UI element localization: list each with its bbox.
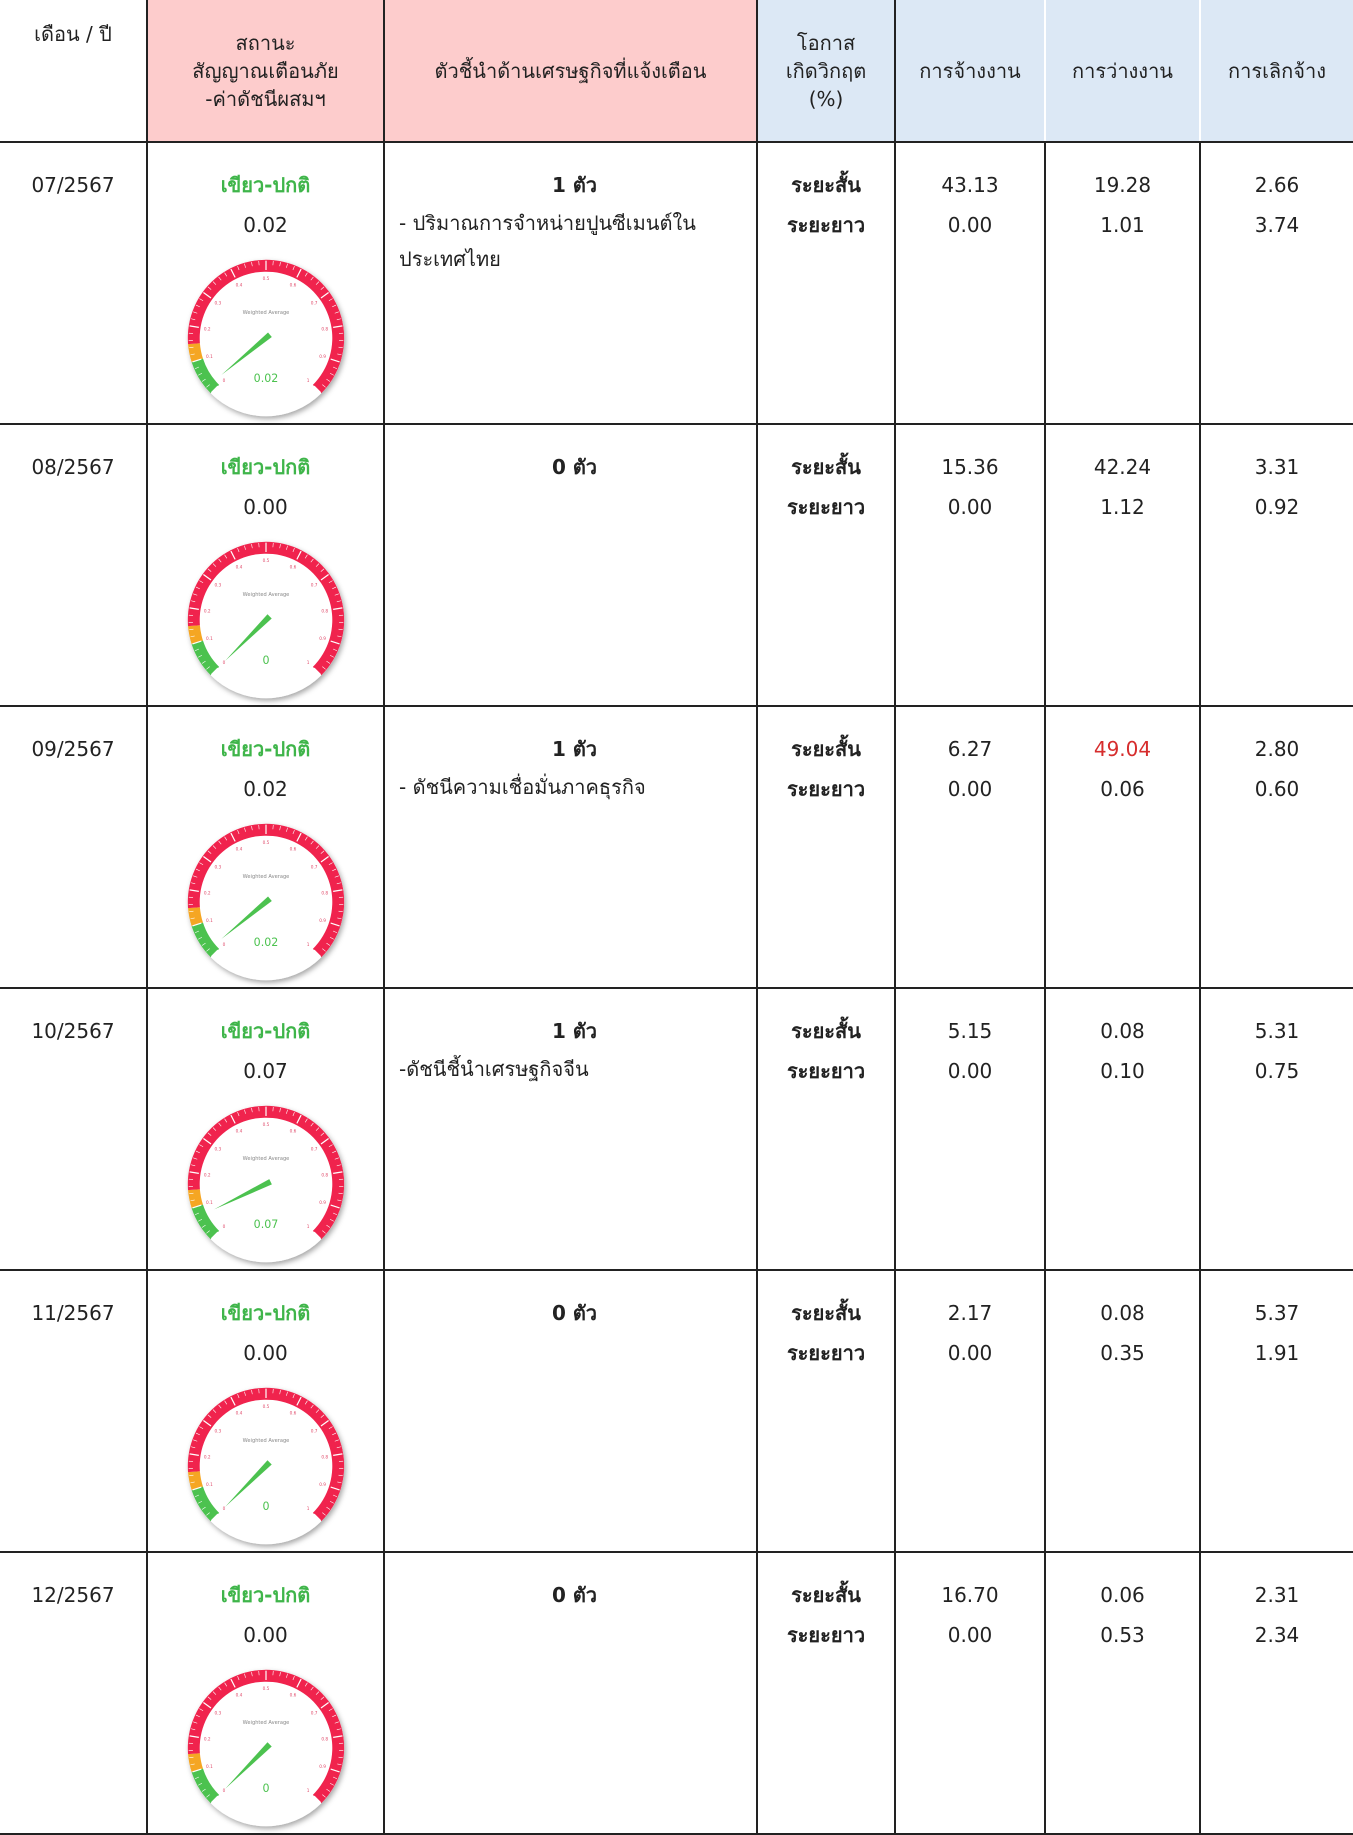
indicator-count: 1 ตัว xyxy=(399,1011,750,1051)
employment-cell xyxy=(895,1270,1045,1552)
gauge-tick-label: 1 xyxy=(306,1506,309,1512)
layoff-short: 3.31 xyxy=(1207,447,1347,487)
indicator-item: - ปริมาณการจำหน่ายปูนซีเมนต์ใน xyxy=(399,205,750,241)
employment-long: 0.00 xyxy=(902,1051,1038,1091)
period-cell xyxy=(757,706,895,988)
gauge-tick-label: 0.2 xyxy=(203,608,210,614)
indicators-cell xyxy=(384,142,757,424)
gauge-tick-label: 0.6 xyxy=(289,565,296,571)
gauge-tick-label: 0.4 xyxy=(235,1411,242,1417)
unemployment-long: 0.10 xyxy=(1052,1051,1193,1091)
status-cell xyxy=(147,988,384,1270)
gauge-tick-label: 0 xyxy=(222,942,225,948)
gauge-tick-label: 0.8 xyxy=(321,890,328,896)
header-employment: การจ้างงาน xyxy=(895,0,1045,142)
indicators-cell xyxy=(384,706,757,988)
period-long: ระยะยาว xyxy=(764,1615,888,1655)
gauge-chart xyxy=(181,535,351,705)
employment-long: 0.00 xyxy=(902,487,1038,527)
index-value: 0.00 xyxy=(154,1333,377,1373)
gauge-tick-label: 0.1 xyxy=(206,1482,213,1488)
period-cell xyxy=(757,1270,895,1552)
gauge-tick-label: 0.1 xyxy=(206,918,213,924)
gauge-tick-label: 0.2 xyxy=(203,326,210,332)
employment-long: 0.00 xyxy=(902,1333,1038,1373)
status-cell xyxy=(147,142,384,424)
gauge-tick-label: 0 xyxy=(222,1788,225,1794)
layoff-cell xyxy=(1200,424,1353,706)
header-status-line: สถานะ xyxy=(154,29,377,57)
period-short: ระยะสั้น xyxy=(764,1011,888,1051)
gauge-title: Weighted Average xyxy=(242,592,289,598)
unemployment-long: 1.12 xyxy=(1052,487,1193,527)
period-short: ระยะสั้น xyxy=(764,165,888,205)
gauge-tick-label: 0.8 xyxy=(321,1454,328,1460)
gauge-tick-label: 0.7 xyxy=(310,1429,317,1435)
unemployment-short: 49.04 xyxy=(1052,729,1193,769)
date-cell: 07/2567 xyxy=(0,142,147,424)
gauge-tick-label: 0.3 xyxy=(214,1711,221,1717)
gauge-tick-label: 1 xyxy=(306,378,309,384)
period-short: ระยะสั้น xyxy=(764,729,888,769)
gauge-tick-label: 0.7 xyxy=(310,865,317,871)
gauge-tick-label: 0.6 xyxy=(289,283,296,289)
indicators-cell xyxy=(384,988,757,1270)
header-layoff: การเลิกจ้าง xyxy=(1200,0,1353,142)
indicators-cell xyxy=(384,1552,757,1834)
gauge-tick-label: 0.5 xyxy=(262,558,269,564)
indicator-count: 0 ตัว xyxy=(399,1575,750,1615)
gauge-tick-label: 0.3 xyxy=(214,1147,221,1153)
unemployment-short: 0.06 xyxy=(1052,1575,1193,1615)
index-value: 0.02 xyxy=(154,205,377,245)
status-cell xyxy=(147,1270,384,1552)
gauge-tick-label: 0.6 xyxy=(289,847,296,853)
status-label: เขียว-ปกติ xyxy=(154,1575,377,1615)
gauge-tick-label: 0.3 xyxy=(214,301,221,307)
header-unemployment: การว่างงาน xyxy=(1045,0,1200,142)
index-value: 0.00 xyxy=(154,487,377,527)
gauge-tick-label: 0.6 xyxy=(289,1129,296,1135)
gauge-tick-label: 0.7 xyxy=(310,583,317,589)
period-long: ระยะยาว xyxy=(764,205,888,245)
gauge-tick-label: 1 xyxy=(306,1788,309,1794)
gauge-tick-label: 0.1 xyxy=(206,1200,213,1206)
employment-long: 0.00 xyxy=(902,769,1038,809)
gauge-tick-label: 0.9 xyxy=(319,354,326,360)
gauge-tick-label: 0 xyxy=(222,1224,225,1230)
employment-short: 16.70 xyxy=(902,1575,1038,1615)
period-cell xyxy=(757,1552,895,1834)
header-probability xyxy=(757,0,895,142)
gauge-tick-label: 1 xyxy=(306,660,309,666)
gauge-tick-label: 0.2 xyxy=(203,1736,210,1742)
gauge-tick-label: 0.9 xyxy=(319,1482,326,1488)
indicator-item: ประเทศไทย xyxy=(399,241,750,277)
period-cell xyxy=(757,142,895,424)
gauge-tick-label: 0 xyxy=(222,378,225,384)
employment-short: 15.36 xyxy=(902,447,1038,487)
gauge-tick-label: 1 xyxy=(306,1224,309,1230)
layoff-cell xyxy=(1200,706,1353,988)
employment-short: 2.17 xyxy=(902,1293,1038,1333)
layoff-long: 0.60 xyxy=(1207,769,1347,809)
index-value: 0.07 xyxy=(154,1051,377,1091)
period-short: ระยะสั้น xyxy=(764,1575,888,1615)
gauge-chart xyxy=(181,253,351,423)
indicator-count: 1 ตัว xyxy=(399,165,750,205)
header-probability-line: เกิดวิกฤต xyxy=(764,57,888,85)
employment-short: 43.13 xyxy=(902,165,1038,205)
layoff-short: 5.37 xyxy=(1207,1293,1347,1333)
table-row xyxy=(0,988,1353,1270)
gauge-chart xyxy=(181,817,351,987)
gauge-tick-label: 0.5 xyxy=(262,276,269,282)
unemployment-cell xyxy=(1045,1552,1200,1834)
header-status xyxy=(147,0,384,142)
layoff-long: 1.91 xyxy=(1207,1333,1347,1373)
gauge-tick-label: 0.5 xyxy=(262,1686,269,1692)
period-short: ระยะสั้น xyxy=(764,1293,888,1333)
index-value: 0.02 xyxy=(154,769,377,809)
layoff-short: 2.31 xyxy=(1207,1575,1347,1615)
index-value: 0.00 xyxy=(154,1615,377,1655)
period-long: ระยะยาว xyxy=(764,487,888,527)
layoff-cell xyxy=(1200,1552,1353,1834)
gauge-tick-label: 0.4 xyxy=(235,1693,242,1699)
status-label: เขียว-ปกติ xyxy=(154,165,377,205)
unemployment-short: 19.28 xyxy=(1052,165,1193,205)
gauge-tick-label: 0.7 xyxy=(310,1711,317,1717)
gauge-tick-label: 0.2 xyxy=(203,1172,210,1178)
indicators-cell xyxy=(384,424,757,706)
gauge-value-label: 0.07 xyxy=(253,1218,278,1231)
layoff-cell xyxy=(1200,988,1353,1270)
gauge-chart xyxy=(181,1381,351,1551)
gauge-title: Weighted Average xyxy=(242,1720,289,1726)
gauge-tick-label: 0 xyxy=(222,660,225,666)
indicator-count: 0 ตัว xyxy=(399,1293,750,1333)
employment-cell xyxy=(895,142,1045,424)
gauge-chart xyxy=(181,1099,351,1269)
gauge-tick-label: 0.7 xyxy=(310,301,317,307)
gauge-title: Weighted Average xyxy=(242,874,289,880)
status-label: เขียว-ปกติ xyxy=(154,729,377,769)
date-cell: 11/2567 xyxy=(0,1270,147,1552)
period-long: ระยะยาว xyxy=(764,769,888,809)
gauge-tick-label: 0.5 xyxy=(262,1122,269,1128)
gauge-title: Weighted Average xyxy=(242,1438,289,1444)
employment-long: 0.00 xyxy=(902,205,1038,245)
status-cell xyxy=(147,424,384,706)
gauge-tick-label: 0.6 xyxy=(289,1411,296,1417)
unemployment-cell xyxy=(1045,988,1200,1270)
date-cell: 12/2567 xyxy=(0,1552,147,1834)
gauge-tick-label: 0.4 xyxy=(235,283,242,289)
gauge-tick-label: 0.6 xyxy=(289,1693,296,1699)
table-row xyxy=(0,142,1353,424)
gauge-value-label: 0 xyxy=(262,654,269,667)
header-probability-line: โอกาส xyxy=(764,29,888,57)
header-indicators: ตัวชี้นำด้านเศรษฐกิจที่แจ้งเตือน xyxy=(384,0,757,142)
gauge-tick-label: 0.1 xyxy=(206,636,213,642)
status-label: เขียว-ปกติ xyxy=(154,1293,377,1333)
period-long: ระยะยาว xyxy=(764,1333,888,1373)
layoff-cell xyxy=(1200,1270,1353,1552)
gauge-tick-label: 0.9 xyxy=(319,1764,326,1770)
unemployment-cell xyxy=(1045,1270,1200,1552)
employment-cell xyxy=(895,988,1045,1270)
gauge-tick-label: 0.8 xyxy=(321,1172,328,1178)
layoff-long: 0.92 xyxy=(1207,487,1347,527)
employment-long: 0.00 xyxy=(902,1615,1038,1655)
period-cell xyxy=(757,988,895,1270)
gauge-value-label: 0.02 xyxy=(253,936,278,949)
indicator-count: 1 ตัว xyxy=(399,729,750,769)
table-row xyxy=(0,1270,1353,1552)
date-cell: 10/2567 xyxy=(0,988,147,1270)
layoff-long: 2.34 xyxy=(1207,1615,1347,1655)
gauge-tick-label: 0.4 xyxy=(235,1129,242,1135)
period-short: ระยะสั้น xyxy=(764,447,888,487)
header-date: เดือน / ปี xyxy=(0,0,147,142)
unemployment-cell xyxy=(1045,706,1200,988)
gauge-tick-label: 0.5 xyxy=(262,1404,269,1410)
gauge-tick-label: 0.1 xyxy=(206,1764,213,1770)
employment-cell xyxy=(895,706,1045,988)
status-cell xyxy=(147,706,384,988)
gauge-tick-label: 0.1 xyxy=(206,354,213,360)
header-status-line: สัญญาณเตือนภัย xyxy=(154,57,377,85)
gauge-tick-label: 0.4 xyxy=(235,847,242,853)
table-row xyxy=(0,424,1353,706)
unemployment-cell xyxy=(1045,424,1200,706)
status-cell xyxy=(147,1552,384,1834)
gauge-tick-label: 0.2 xyxy=(203,1454,210,1460)
date-cell: 08/2567 xyxy=(0,424,147,706)
table-row xyxy=(0,706,1353,988)
layoff-cell xyxy=(1200,142,1353,424)
unemployment-long: 1.01 xyxy=(1052,205,1193,245)
gauge-tick-label: 0.2 xyxy=(203,890,210,896)
header-status-line: -ค่าดัชนีผสมฯ xyxy=(154,85,377,113)
gauge-tick-label: 0.3 xyxy=(214,583,221,589)
gauge-tick-label: 0.7 xyxy=(310,1147,317,1153)
gauge-title: Weighted Average xyxy=(242,1156,289,1162)
gauge-tick-label: 0.4 xyxy=(235,565,242,571)
gauge-tick-label: 0.5 xyxy=(262,840,269,846)
indicator-count: 0 ตัว xyxy=(399,447,750,487)
gauge-tick-label: 0.3 xyxy=(214,865,221,871)
unemployment-short: 42.24 xyxy=(1052,447,1193,487)
gauge-tick-label: 0.9 xyxy=(319,636,326,642)
status-label: เขียว-ปกติ xyxy=(154,447,377,487)
gauge-tick-label: 0.8 xyxy=(321,1736,328,1742)
unemployment-long: 0.06 xyxy=(1052,769,1193,809)
layoff-short: 5.31 xyxy=(1207,1011,1347,1051)
layoff-long: 0.75 xyxy=(1207,1051,1347,1091)
indicators-cell xyxy=(384,1270,757,1552)
unemployment-cell xyxy=(1045,142,1200,424)
unemployment-short: 0.08 xyxy=(1052,1011,1193,1051)
gauge-tick-label: 0.9 xyxy=(319,918,326,924)
employment-cell xyxy=(895,1552,1045,1834)
gauge-value-label: 0 xyxy=(262,1500,269,1513)
header-probability-line: (%) xyxy=(764,85,888,113)
header-row xyxy=(0,0,1353,142)
layoff-short: 2.66 xyxy=(1207,165,1347,205)
status-label: เขียว-ปกติ xyxy=(154,1011,377,1051)
gauge-title: Weighted Average xyxy=(242,310,289,316)
gauge-value-label: 0.02 xyxy=(253,372,278,385)
employment-short: 5.15 xyxy=(902,1011,1038,1051)
employment-short: 6.27 xyxy=(902,729,1038,769)
unemployment-long: 0.53 xyxy=(1052,1615,1193,1655)
gauge-tick-label: 0.8 xyxy=(321,326,328,332)
gauge-tick-label: 0 xyxy=(222,1506,225,1512)
period-cell xyxy=(757,424,895,706)
gauge-tick-label: 0.9 xyxy=(319,1200,326,1206)
gauge-tick-label: 0.3 xyxy=(214,1429,221,1435)
layoff-short: 2.80 xyxy=(1207,729,1347,769)
indicator-item: -ดัชนีชี้นำเศรษฐกิจจีน xyxy=(399,1051,750,1087)
date-cell: 09/2567 xyxy=(0,706,147,988)
gauge-chart xyxy=(181,1663,351,1833)
gauge-tick-label: 0.8 xyxy=(321,608,328,614)
unemployment-short: 0.08 xyxy=(1052,1293,1193,1333)
indicator-item: - ดัชนีความเชื่อมั่นภาคธุรกิจ xyxy=(399,769,750,805)
employment-cell xyxy=(895,424,1045,706)
gauge-tick-label: 1 xyxy=(306,942,309,948)
layoff-long: 3.74 xyxy=(1207,205,1347,245)
unemployment-long: 0.35 xyxy=(1052,1333,1193,1373)
table-row xyxy=(0,1552,1353,1834)
period-long: ระยะยาว xyxy=(764,1051,888,1091)
gauge-value-label: 0 xyxy=(262,1782,269,1795)
table-body xyxy=(0,142,1353,1834)
